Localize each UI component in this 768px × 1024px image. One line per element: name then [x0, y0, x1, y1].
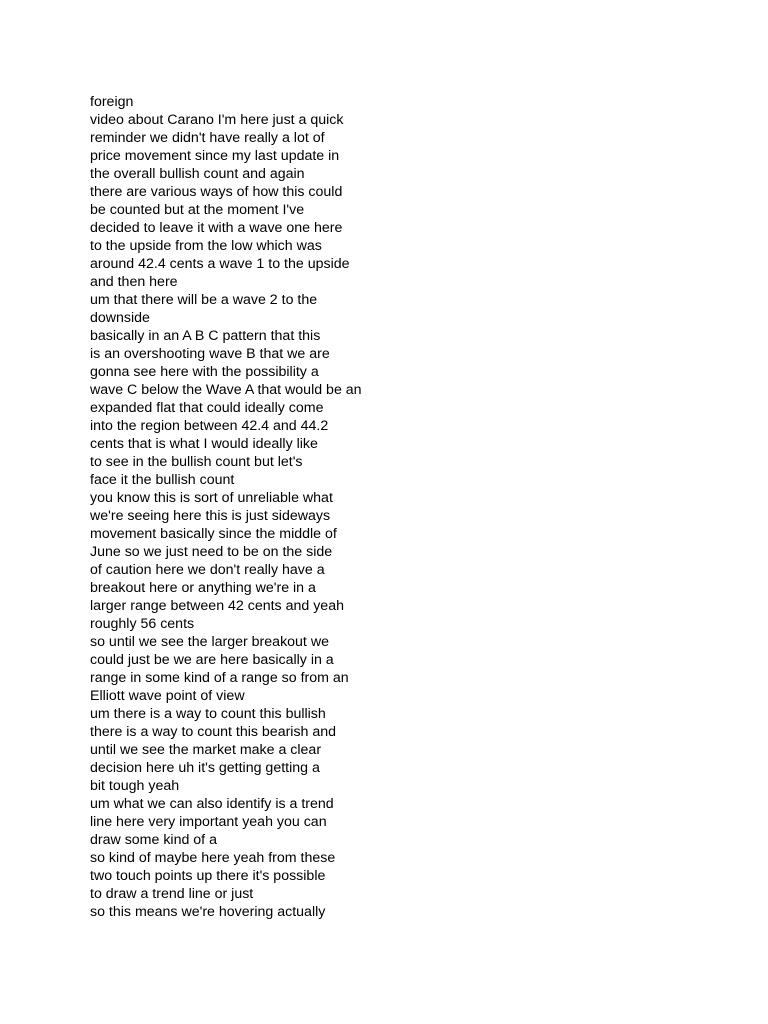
transcript-line: bit tough yeah: [90, 778, 180, 794]
transcript-line: draw some kind of a: [90, 832, 217, 848]
transcript-line: wave C below the Wave A that would be an: [90, 382, 362, 398]
transcript-line: gonna see here with the possibility a: [90, 364, 319, 380]
transcript-line: roughly 56 cents: [90, 616, 195, 632]
transcript-line: expanded flat that could ideally come: [90, 400, 324, 416]
transcript-line: into the region between 42.4 and 44.2: [90, 418, 329, 434]
transcript-line: price movement since my last update in: [90, 148, 340, 164]
transcript-line: could just be we are here basically in a: [90, 652, 334, 668]
transcript-line: reminder we didn't have really a lot of: [90, 130, 325, 146]
transcript-line: so kind of maybe here yeah from these: [90, 850, 336, 866]
transcript-line: so this means we're hovering actually: [90, 904, 326, 920]
transcript-line: um there is a way to count this bullish: [90, 706, 326, 722]
transcript-line: basically in an A B C pattern that this: [90, 328, 321, 344]
transcript-line: you know this is sort of unreliable what: [90, 490, 333, 506]
transcript-line: so until we see the larger breakout we: [90, 634, 329, 650]
transcript-line: we're seeing here this is just sideways: [90, 508, 331, 524]
transcript-line: is an overshooting wave B that we are: [90, 346, 330, 362]
transcript-line: um that there will be a wave 2 to the: [90, 292, 318, 308]
transcript-line: breakout here or anything we're in a: [90, 580, 316, 596]
transcript-line: um what we can also identify is a trend: [90, 796, 334, 812]
transcript-line: to see in the bullish count but let's: [90, 454, 303, 470]
transcript-line: larger range between 42 cents and yeah: [90, 598, 344, 614]
transcript-page: [90, 93, 730, 921]
transcript-line: to draw a trend line or just: [90, 886, 254, 902]
transcript-line: the overall bullish count and again: [90, 166, 305, 182]
transcript-line: face it the bullish count: [90, 472, 235, 488]
transcript-line: there is a way to count this bearish and: [90, 724, 337, 740]
transcript-line: two touch points up there it's possible: [90, 868, 326, 884]
transcript-line: line here very important yeah you can: [90, 814, 327, 830]
transcript-line: around 42.4 cents a wave 1 to the upside: [90, 256, 350, 272]
transcript-line: range in some kind of a range so from an: [90, 670, 349, 686]
transcript-line: decision here uh it's getting getting a: [90, 760, 320, 776]
transcript-line: of caution here we don't really have a: [90, 562, 325, 578]
transcript-line: cents that is what I would ideally like: [90, 436, 318, 452]
transcript-line: decided to leave it with a wave one here: [90, 220, 343, 236]
transcript-line: and then here: [90, 274, 178, 290]
transcript-line: to the upside from the low which was: [90, 238, 322, 254]
transcript-line: foreign: [90, 94, 134, 110]
transcript-line: downside: [90, 310, 150, 326]
transcript-line: video about Carano I'm here just a quick: [90, 112, 344, 128]
transcript-line: June so we just need to be on the side: [90, 544, 333, 560]
transcript-line: there are various ways of how this could: [90, 184, 343, 200]
transcript-line: movement basically since the middle of: [90, 526, 337, 542]
transcript-line: be counted but at the moment I've: [90, 202, 305, 218]
transcript-line: Elliott wave point of view: [90, 688, 245, 704]
transcript-line: until we see the market make a clear: [90, 742, 322, 758]
